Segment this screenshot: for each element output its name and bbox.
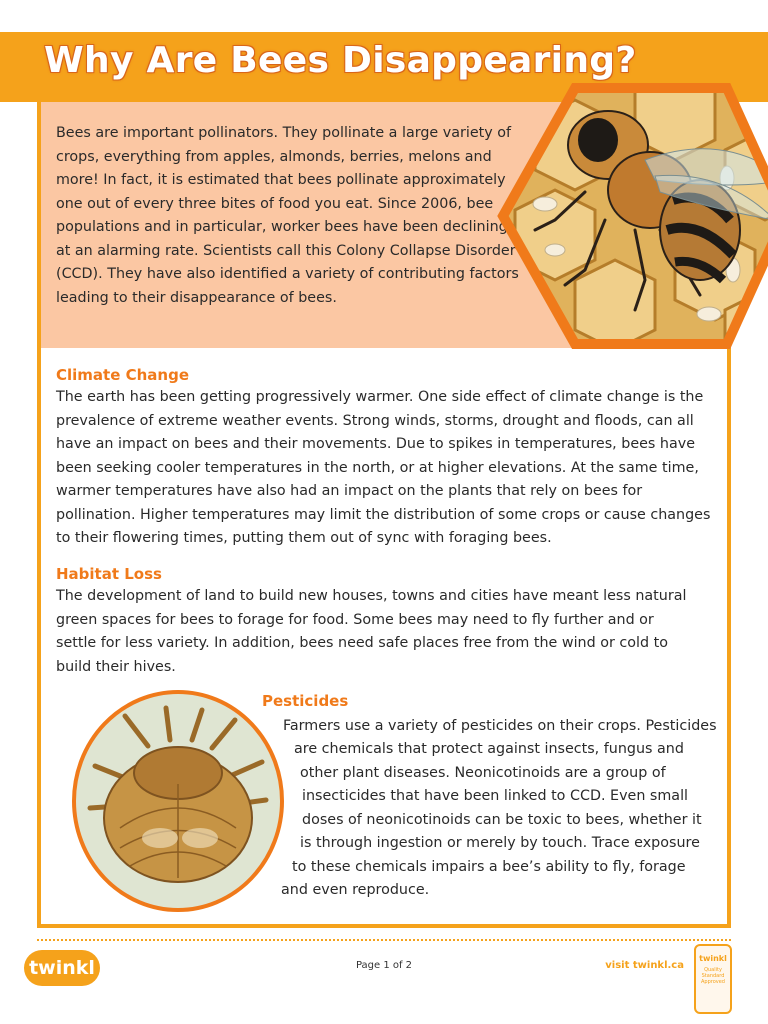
varroa-mite-illustration — [70, 688, 286, 914]
pesticides-line: to these chemicals impairs a bee’s ability to fly, forage — [292, 859, 686, 875]
pesticides-line: Farmers use a variety of pesticides on their crops. Pesticides — [283, 718, 717, 734]
quality-standard-badge — [694, 944, 732, 1014]
pesticides-line: insecticides that have been linked to CCD. Even small — [302, 788, 689, 804]
twinkl-logo[interactable]: twinkl — [24, 950, 100, 986]
pesticides-line: and even reproduce. — [281, 882, 430, 898]
pesticides-line: are chemicals that protect against insects, fungus and — [294, 741, 684, 757]
bee-illustration — [495, 80, 768, 352]
climate-change-heading: Climate Change — [56, 366, 190, 384]
pesticides-line: doses of neonicotinoids can be toxic to bees, whether it — [302, 812, 702, 828]
habitat-loss-heading: Habitat Loss — [56, 565, 162, 583]
climate-change-body: The earth has been getting progressively warmer. One side effect of climate change is the prevalence of extreme weather events. Strong winds, storms, drought and floods, can all have an impact on bees and their movements. Due to spikes in temperatures, bees have been seeking cooler temperatures in the north, or at higher elevations. At the same time, warmer temperatures have also had an impact on the plants that rely on bees for pollination. Higher temperatures may limit the distribution of some crops or cause changes to their flowering times, putting them out of sync with foraging bees. — [56, 389, 711, 546]
badge-brand: twinkl — [699, 954, 727, 963]
page-title: Why Are Bees Disappearing? — [44, 40, 637, 81]
footer-divider — [37, 939, 731, 941]
pesticides-line: other plant diseases. Neonicotinoids are a group of — [300, 765, 666, 781]
intro-text: Bees are important pollinators. They pollinate a large variety of crops, everything from apples, almonds, berries, melons and more! In fact, it is estimated that bees pollinate approximately one out of every three bites of food you eat. Since 2006, bee populations and in particular, worker bees have been declining at an alarming rate. Scientists call this Colony Collapse Disorder (CCD). They have also identified a variety of contributing factors leading to their disappearance of bees. — [56, 125, 519, 306]
pesticides-heading: Pesticides — [262, 692, 349, 710]
page-number: Page 1 of 2 — [355, 960, 413, 971]
badge-caption: Quality Standard Approved — [701, 967, 725, 985]
habitat-loss-body: The development of land to build new houses, towns and cities have meant less natural green spaces for bees to forage for food. Some bees may need to fly further and or settle for less variety. In addition, bees need safe places free from the wind or cold to build their hives. — [56, 588, 687, 675]
visit-link[interactable]: visit twinkl.ca — [605, 960, 684, 971]
pesticides-line: is through ingestion or merely by touch. Trace exposure — [300, 835, 700, 851]
